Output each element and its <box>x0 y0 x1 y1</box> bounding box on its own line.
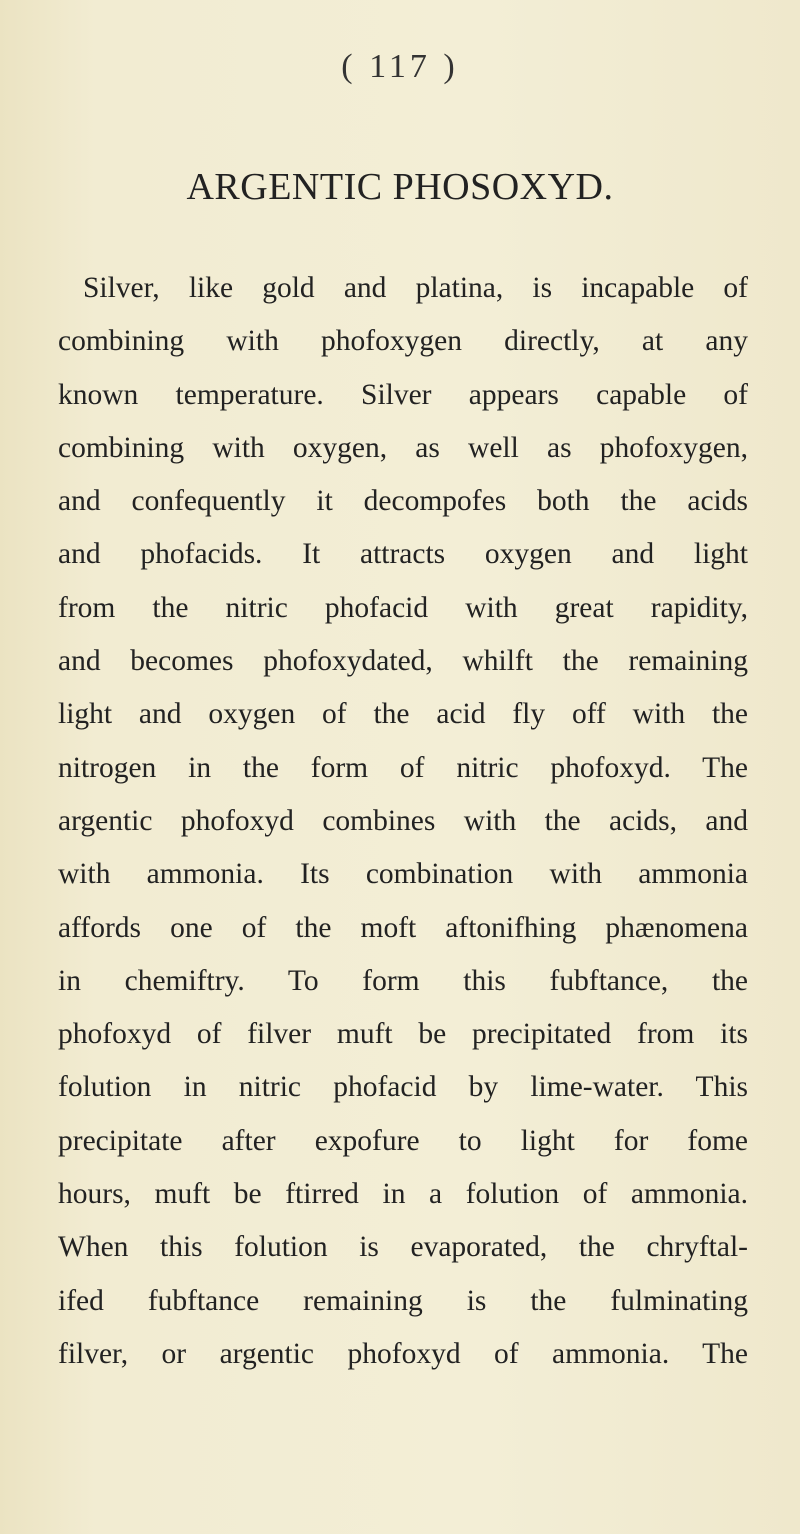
text-line: ifed fubftance remaining is the fulminating <box>58 1284 748 1317</box>
text-line: folution in nitric phofacid by lime-water. This <box>58 1071 748 1104</box>
text-line: and phofacids. It attracts oxygen and light <box>58 538 748 571</box>
text-line: affords one of the moft aftonifhing phænomena <box>58 911 748 944</box>
text-line: Silver, like gold and platina, is incapable of <box>83 272 748 304</box>
text-line: with ammonia. Its combination with ammonia <box>58 858 748 891</box>
text-line: nitrogen in the form of nitric phofoxyd. The <box>58 751 748 784</box>
section-heading: ARGENTIC PHOSOXYD. <box>186 166 614 208</box>
text-line: and confequently it decompofes both the acids <box>58 485 748 518</box>
text-line: in chemiftry. To form this fubftance, the <box>58 964 748 997</box>
text-line: filver, or argentic phofoxyd of ammonia. The <box>58 1337 748 1370</box>
text-line: phofoxyd of filver muft be precipitated from its <box>58 1018 748 1051</box>
body-paragraph <box>58 262 748 1381</box>
text-line: When this folution is evaporated, the chryftal- <box>58 1231 748 1264</box>
text-line: hours, muft be ftirred in a folution of ammonia. <box>58 1178 748 1211</box>
text-line: combining with phofoxygen directly, at any <box>58 325 748 358</box>
text-line: combining with oxygen, as well as phofoxygen, <box>58 431 748 464</box>
text-line: from the nitric phofacid with great rapidity, <box>58 591 748 624</box>
text-line: and becomes phofoxydated, whilft the remaining <box>58 645 748 678</box>
text-line: precipitate after expofure to light for fome <box>58 1124 748 1157</box>
text-line: known temperature. Silver appears capable of <box>58 378 748 411</box>
page-number: ( 117 ) <box>341 48 459 85</box>
text-line: light and oxygen of the acid fly off with the <box>58 698 748 731</box>
text-line: argentic phofoxyd combines with the acids, and <box>58 804 748 837</box>
